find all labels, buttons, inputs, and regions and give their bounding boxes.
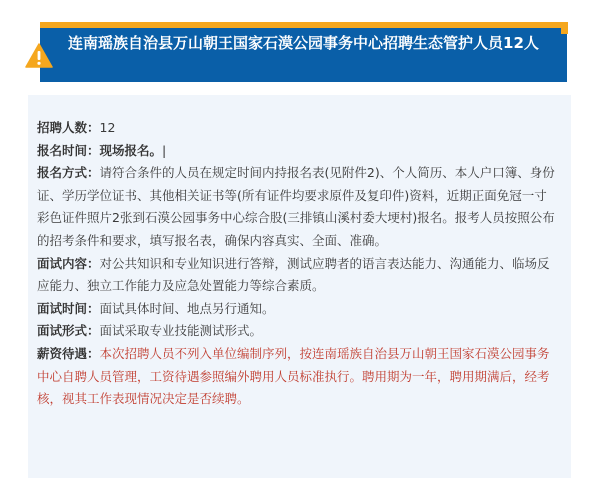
signup-time-row (37, 140, 555, 163)
recruit-count-label: 招聘人数： (37, 120, 100, 135)
recruit-count-row (37, 117, 555, 140)
salary-label: 薪资待遇： (37, 345, 100, 361)
signup-time-label: 报名时间： (37, 142, 100, 158)
signup-method-label: 报名方式： (37, 165, 100, 181)
interview-time-row (37, 298, 555, 321)
interview-form-row (37, 320, 555, 343)
salary-value: 本次招聘人员不列入单位编制序列，按连南瑶族自治县万山朝王国家石漠公园事务中心自聘人员管理，工资待遇参照编外聘用人员标准执行。聘用期为一年，聘用期满后，经考核，视其工作表现情况决定是否续聘。 (37, 345, 550, 407)
interview-time-label: 面试时间： (37, 300, 100, 316)
recruitment-details (37, 117, 555, 411)
interview-content-value: 对公共知识和专业知识进行答辩，测试应聘者的语言表达能力、沟通能力、临场反应能力、独立工作能力及应急处置能力等综合素质。 (37, 255, 550, 294)
text-cursor: | (162, 142, 167, 158)
interview-form-label: 面试形式： (37, 323, 100, 339)
recruit-count-value: 12 (99, 120, 116, 135)
title-banner (40, 22, 567, 82)
page-title: 连南瑶族自治县万山朝王国家石漠公园事务中心招聘生态管护人员12人 (68, 34, 539, 52)
interview-time-value: 面试具体时间、地点另行通知。 (99, 300, 275, 316)
interview-form-value: 面试采取专业技能测试形式。 (99, 323, 263, 339)
signup-method-value: 请符合条件的人员在规定时间内持报名表(见附件2)、个人简历、本人户口簿、身份证、学历学位证书、其他相关证书等(所有证件均要求原件及复印件)资料，近期正面免冠一寸彩色证件照片2张到石漠公园事务中心综合股(三排镇山溪村委大埂村)报名。报考人员按照公布的招考条件和要求，填写报名表，确保内容真实、全面、准确。 (37, 165, 555, 248)
interview-content-label: 面试内容： (37, 255, 100, 271)
salary-row (37, 343, 555, 411)
signup-method-row (37, 162, 555, 252)
signup-time-value: 现场报名。 (99, 142, 163, 158)
interview-content-row (37, 253, 555, 298)
warning-icon (25, 43, 53, 68)
